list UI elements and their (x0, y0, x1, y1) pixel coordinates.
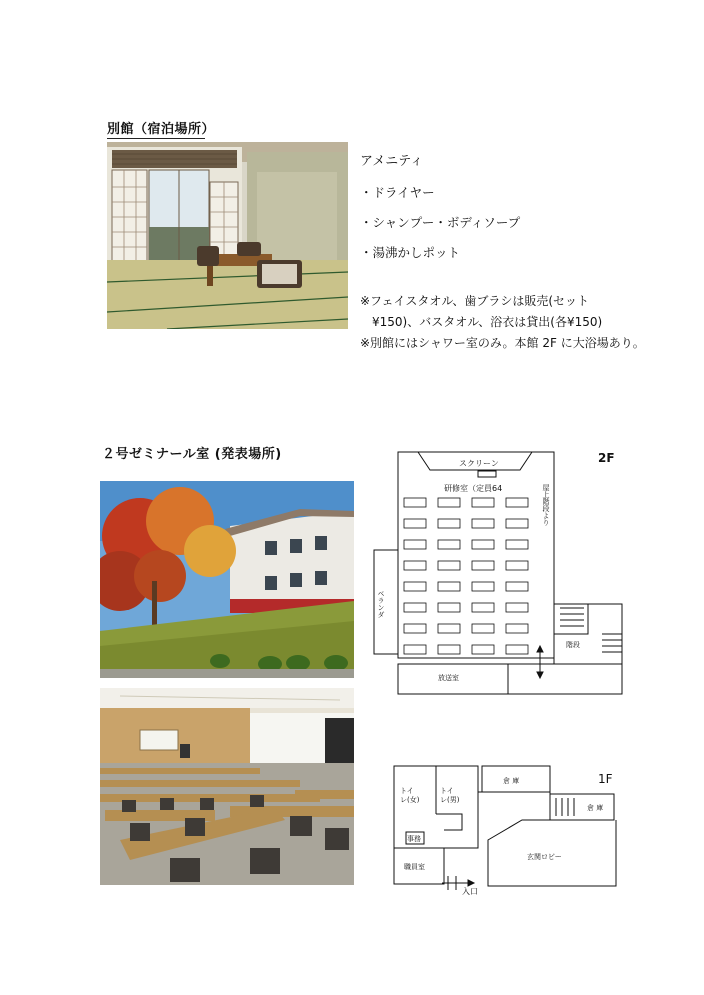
bath-note: ※別館にはシャワー室のみ。本館 2F に大浴場あり。 (360, 336, 645, 350)
building-exterior-photo (100, 481, 354, 678)
amenity-item: ・ドライヤー (360, 185, 435, 200)
tatami-room-photo (107, 142, 348, 329)
screen-label: スクリーン (459, 459, 499, 468)
entrance-label: 入口 (462, 887, 478, 896)
amenity-item: ・湯沸かしポット (360, 245, 461, 260)
room-label: 研修室（定員64 (444, 484, 503, 493)
floor-2f-label: 2F (598, 451, 615, 465)
toilet-women-label: トイレ(女) (400, 787, 420, 804)
towel-note: ※フェイスタオル、歯ブラシは販売(セット (360, 294, 590, 308)
amenity-item: ・シャンプー・ボディソープ (360, 215, 521, 230)
floor-1f-label: 1F (598, 772, 613, 786)
storage-2-label: 倉 庫 (587, 804, 604, 812)
storage-1-label: 倉 庫 (503, 777, 520, 785)
seminar-heading: ２号ゼミナール室 (発表場所) (102, 447, 282, 462)
towel-note-cont: ¥150)、バスタオル、浴衣は貸出(各¥150) (360, 315, 603, 329)
office-label: 事務 (407, 835, 421, 843)
vertical-note: 屋上階段より (542, 484, 550, 526)
toilet-men-label: トイレ(男) (440, 787, 460, 804)
seminar-room-photo (100, 688, 354, 885)
staff-room-label: 職員室 (404, 863, 425, 871)
lobby-label: 玄関ロビー (527, 853, 562, 861)
annex-heading-rule (107, 138, 205, 139)
broadcast-room-label: 放送室 (438, 674, 459, 682)
stairs-label: 階段 (566, 641, 580, 649)
veranda-label: ベランダ (377, 590, 385, 618)
annex-heading: 別館（宿泊場所） (107, 122, 216, 137)
amenities-title: アメニティ (360, 154, 424, 169)
